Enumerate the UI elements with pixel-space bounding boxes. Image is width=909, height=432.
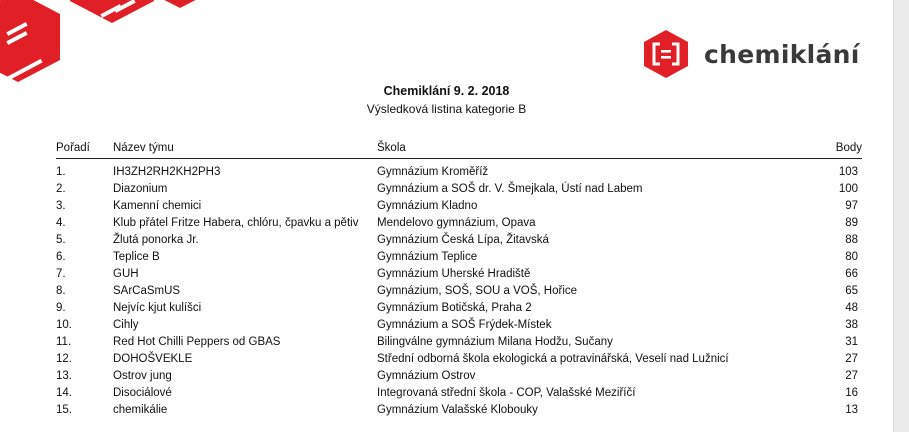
logo-hexagon-icon bbox=[640, 28, 692, 80]
table-header-row bbox=[56, 134, 862, 159]
cell-team: Teplice B bbox=[113, 250, 160, 263]
cell-rank: 1. bbox=[56, 165, 66, 178]
cell-rank: 10. bbox=[56, 318, 72, 331]
cell-school: Gymnázium, SOŠ, SOU a VOŠ, Hořice bbox=[377, 284, 578, 297]
cell-rank: 14. bbox=[56, 386, 72, 399]
cell-rank: 5. bbox=[56, 233, 66, 246]
cell-points: 38 bbox=[845, 318, 858, 331]
cell-school: Integrovaná střední škola - COP, Valašské Meziříčí bbox=[377, 386, 636, 399]
cell-points: 65 bbox=[845, 284, 858, 297]
cell-rank: 2. bbox=[56, 182, 66, 195]
cell-team: Žlutá ponorka Jr. bbox=[113, 233, 199, 246]
cell-team: DOHOŠVEKLE bbox=[113, 352, 193, 365]
cell-school: Gymnázium Teplice bbox=[377, 250, 478, 263]
document-subtitle: Výsledková listina kategorie B bbox=[366, 102, 527, 116]
cell-points: 88 bbox=[845, 233, 858, 246]
table-row bbox=[56, 367, 862, 384]
cell-team: Klub přátel Fritze Habera, chlóru, čpavku a pětiv bbox=[113, 216, 359, 229]
cell-school: Gymnázium Kladno bbox=[377, 199, 478, 212]
cell-school: Gymnázium a SOŠ Frýdek-Místek bbox=[377, 318, 552, 331]
cell-team: Cihly bbox=[113, 318, 139, 331]
cell-points: 80 bbox=[845, 250, 858, 263]
table-row bbox=[56, 384, 862, 401]
cell-points: 48 bbox=[845, 301, 858, 314]
cell-rank: 15. bbox=[56, 403, 72, 416]
cell-rank: 13. bbox=[56, 369, 72, 382]
cell-points: 27 bbox=[845, 352, 858, 365]
chemiklani-logo bbox=[640, 28, 860, 80]
cell-school: Gymnázium Kroměříž bbox=[377, 165, 489, 178]
cell-school: Gymnázium Valašské Klobouky bbox=[377, 403, 538, 416]
cell-points: 103 bbox=[838, 165, 858, 178]
cell-team: Red Hot Chilli Peppers od GBAS bbox=[113, 335, 281, 348]
table-row bbox=[56, 248, 862, 265]
table-row bbox=[56, 159, 862, 181]
logo-wordmark: chemiklání bbox=[704, 39, 860, 69]
cell-rank: 4. bbox=[56, 216, 66, 229]
cell-school: Bilingválne gymnázium Milana Hodžu, Sučany bbox=[377, 335, 613, 348]
table-row bbox=[56, 401, 862, 418]
cell-rank: 7. bbox=[56, 267, 66, 280]
cell-rank: 11. bbox=[56, 335, 72, 348]
cell-team: Ostrov jung bbox=[113, 369, 172, 382]
table-row bbox=[56, 265, 862, 282]
cell-points: 100 bbox=[838, 182, 858, 195]
cell-points: 16 bbox=[845, 386, 858, 399]
table-row bbox=[56, 350, 862, 367]
cell-rank: 6. bbox=[56, 250, 66, 263]
cell-team: GUH bbox=[113, 267, 139, 280]
cell-rank: 3. bbox=[56, 199, 66, 212]
viewer-side-gutter bbox=[893, 0, 909, 432]
table-row bbox=[56, 316, 862, 333]
table-row bbox=[56, 197, 862, 214]
cell-school: Gymnázium Uherské Hradiště bbox=[377, 267, 531, 280]
cell-rank: 9. bbox=[56, 301, 66, 314]
column-header-team: Název týmu bbox=[113, 134, 377, 159]
results-table-body bbox=[56, 159, 862, 419]
cell-team: Disociálové bbox=[113, 386, 172, 399]
cell-school: Gymnázium Česká Lípa, Žitavská bbox=[377, 233, 549, 246]
cell-points: 66 bbox=[845, 267, 858, 280]
cell-school: Gymnázium Botičská, Praha 2 bbox=[377, 301, 532, 314]
cell-points: 97 bbox=[845, 199, 858, 212]
cell-team: Diazonium bbox=[113, 182, 168, 195]
cell-school: Gymnázium a SOŠ dr. V. Šmejkala, Ústí nad Labem bbox=[377, 182, 643, 195]
cell-school: Střední odborná škola ekologická a potravinářská, Veselí nad Lužnicí bbox=[377, 352, 729, 365]
column-header-points: Body bbox=[817, 134, 862, 159]
table-row bbox=[56, 214, 862, 231]
table-row bbox=[56, 282, 862, 299]
column-header-rank: Pořadí bbox=[56, 134, 113, 159]
document-title: Chemiklání 9. 2. 2018 bbox=[383, 84, 510, 98]
cell-rank: 12. bbox=[56, 352, 72, 365]
cell-team: chemikálie bbox=[113, 403, 168, 416]
cell-school: Gymnázium Ostrov bbox=[377, 369, 476, 382]
cell-team: SArCaSmUS bbox=[113, 284, 181, 297]
table-row bbox=[56, 231, 862, 248]
cell-points: 31 bbox=[845, 335, 858, 348]
cell-rank: 8. bbox=[56, 284, 66, 297]
table-row bbox=[56, 333, 862, 350]
cell-team: IH3ZH2RH2KH2PH3 bbox=[113, 165, 221, 178]
cell-points: 13 bbox=[845, 403, 858, 416]
table-row bbox=[56, 180, 862, 197]
cell-team: Kamenní chemici bbox=[113, 199, 202, 212]
table-row bbox=[56, 299, 862, 316]
cell-team: Nejvíc kjut kulíšci bbox=[113, 301, 202, 314]
cell-school: Mendelovo gymnázium, Opava bbox=[377, 216, 536, 229]
cell-points: 27 bbox=[845, 369, 858, 382]
cell-points: 89 bbox=[845, 216, 858, 229]
results-table bbox=[56, 134, 862, 418]
column-header-school: Škola bbox=[377, 134, 817, 159]
